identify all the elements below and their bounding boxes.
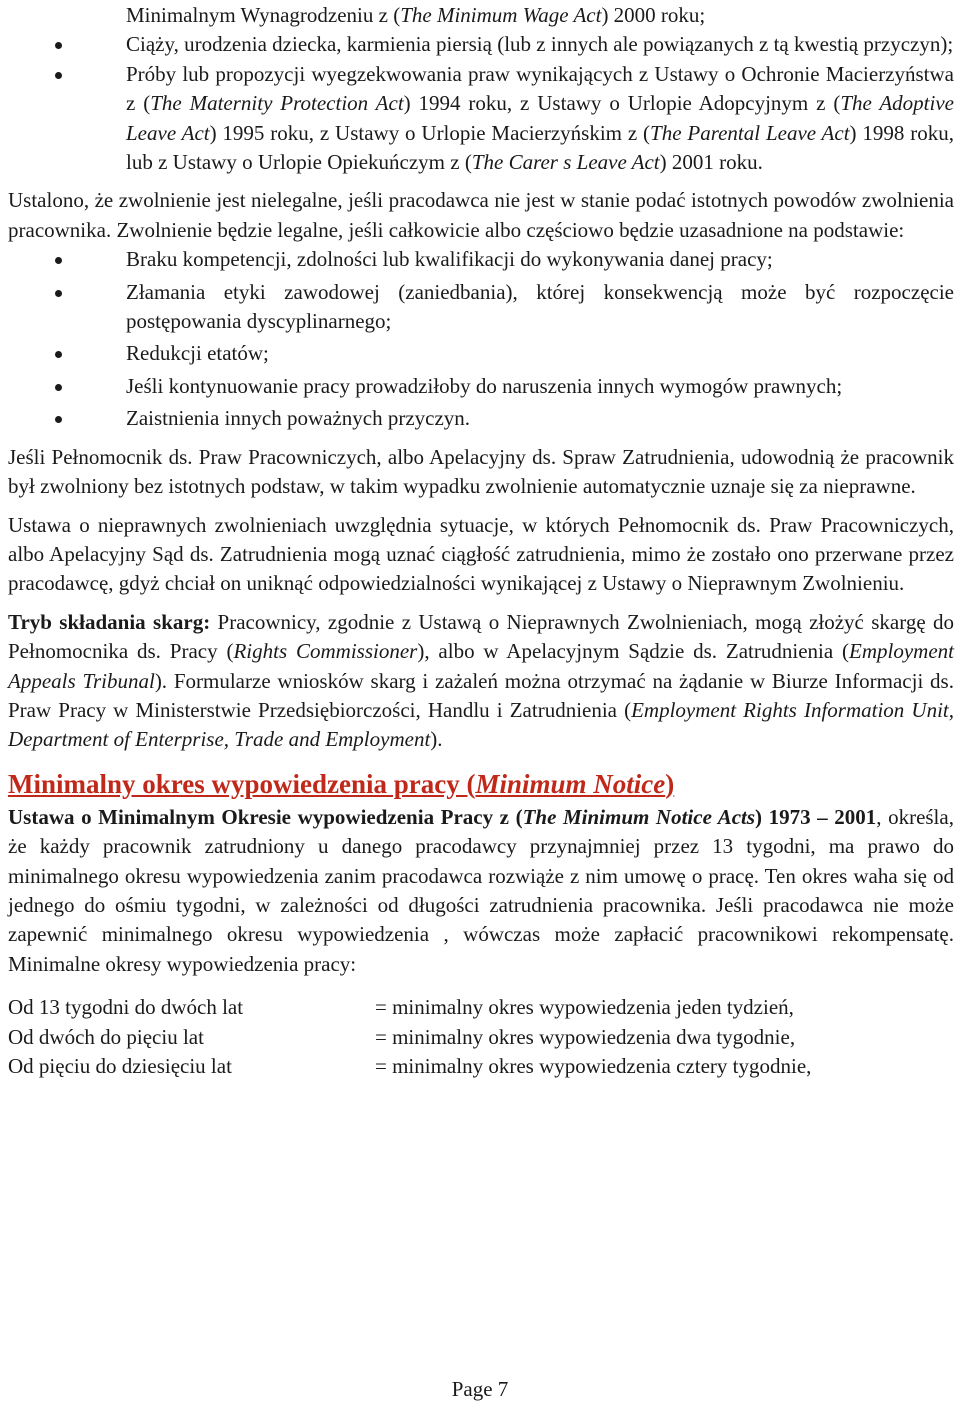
paragraph-unfair-dismissal: Ustalono, że zwolnienie jest nielegalne, jeśli pracodawca nie jest w stanie podać istotnych powodów zwolnienia pracownika. Zwolnienie będzie legalne, jeśli całkowicie albo częściowo będzie uzasadnione na podstawie: (8, 188, 954, 242)
heading-text: ) (665, 768, 675, 799)
protected-reasons-list (8, 30, 954, 177)
act-title: Ustawa o Minimalnym Okresie wypowiedzenia Pracy z ( (8, 804, 523, 829)
list-item (8, 30, 954, 59)
section-heading (8, 767, 954, 801)
english-term: Employment Rights Information Unit, Department of Enterprise, Trade and Employment (8, 697, 954, 752)
bullet-icon (55, 416, 62, 423)
text: ), albo w Apelacyjnym Sądzie ds. Zatrudnienia ( (417, 639, 850, 664)
text: ) 2000 roku; (601, 3, 706, 27)
service-range: Od dwóch do pięciu lat (8, 1024, 204, 1049)
bullet-icon (55, 257, 62, 264)
notice-periods-table (8, 993, 811, 1082)
dismissal-grounds-list (8, 245, 954, 433)
list-continuation (8, 1, 954, 30)
heading-text: Minimalny okres wypowiedzenia pracy ( (8, 768, 476, 799)
text: ) 1998 roku, lub z Ustawy o Urlopie Opiekuńczym z ( (126, 120, 954, 175)
bullet-icon (55, 351, 62, 358)
list-item-text: Ciąży, urodzenia dziecka, karmienia piersią (lub z innych ale powiązanych z tą kwestią przyczyn); (126, 32, 954, 57)
act-name: The Minimum Notice Acts (522, 804, 756, 829)
heading-italic: Minimum Notice (475, 768, 666, 799)
bullet-icon (55, 290, 62, 297)
text: ) 1995 roku, z Ustawy o Urlopie Macierzyńskim z ( (209, 120, 651, 145)
text: ) 2001 roku. (659, 150, 763, 175)
paragraph-continuity: Ustawa o nieprawnych zwolnieniach uwzględnia sytuacje, w których Pełnomocnik ds. Praw Pracowniczych, albo Apelacyjny Sąd ds. Zatrudnienia mogą uznać ciągłość zatrudnienia, mimo że zostało ono przerwane przez pracodawcę, gdyż chciał on uniknąć odpowiedzialności wynikającej z Ustawy o Nieprawnym Zwolnieniu. (8, 512, 954, 596)
act-name: The Carer s Leave Act (471, 150, 660, 175)
list-item (8, 372, 954, 401)
text: Próby lub propozycji wyegzekwowania praw wynikających z Ustawy o Ochronie Macierzyństwa z ( (126, 61, 954, 116)
table-row (8, 993, 811, 1023)
list-item (8, 60, 954, 178)
text: ) 1994 roku, z Ustawy o Urlopie Adopcyjnym z ( (403, 91, 841, 116)
table-row (8, 1023, 811, 1053)
bullet-icon (55, 72, 62, 79)
list-item (8, 245, 954, 274)
act-name: The Parental Leave Act (650, 120, 850, 145)
text: Minimalnym Wynagrodzeniu z ( (126, 3, 401, 27)
list-item (8, 278, 954, 337)
list-item-text: Złamania etyki zawodowej (zaniedbania), której konsekwencją może być rozpoczęcie postępowania dyscyplinarnego; (126, 279, 954, 334)
list-item (8, 404, 954, 433)
paragraph-complaints (8, 608, 954, 755)
notice-period: = minimalny okres wypowiedzenia cztery tygodnie, (375, 1054, 812, 1079)
act-years: ) 1973 – 2001 (755, 804, 877, 829)
list-item-text: Braku kompetencji, zdolności lub kwalifikacji do wykonywania danej pracy; (126, 247, 773, 272)
complaints-label: Tryb składania skarg: (8, 609, 211, 634)
act-name: The Maternity Protection Act (150, 91, 404, 116)
list-item-text: Redukcji etatów; (126, 341, 269, 366)
bullet-icon (55, 42, 62, 49)
bullet-icon (55, 384, 62, 391)
page-number: Page 7 (451, 1377, 509, 1401)
text: Pracownicy, zgodnie z Ustawą o Nieprawnych Zwolnieniach, mogą złożyć skargę do Pełnomocnika ds. Pracy ( (8, 609, 954, 664)
paragraph-minimum-notice (8, 803, 954, 979)
act-name: The Adoptive Leave Act (126, 91, 954, 145)
notice-period: = minimalny okres wypowiedzenia dwa tygodnie, (375, 1024, 796, 1049)
table-row (8, 1052, 811, 1082)
text: ). Formularze wniosków skarg i zażaleń można otrzymać na żądanie w Biurze Informacji ds. Praw Pracy w Ministerstwie Przedsiębiorczości, Handlu i Zatrudnienia ( (8, 668, 954, 722)
service-range: Od 13 tygodni do dwóch lat (8, 995, 244, 1020)
text: ). (430, 727, 443, 752)
text: , określa, że każdy pracownik zatrudniony u danego pracodawcy przynajmniej przez 13 tygodni, ma prawo do minimalnego okresu wypowiedzenia zanim pracodawca rozwiąże z nim umowę o pracę. Ten okres waha się od jednego do ośmiu tygodni, w zależności od długości zatrudnienia pracownika. Jeśli pracodawca nie może zapewnić minimalnego okresu wypowiedzenia , wówczas może zapłacić pracownikowi rekompensatę. Minimalne okresy wypowiedzenia pracy: (8, 804, 954, 976)
act-name: The Minimum Wage Act (400, 3, 602, 27)
document-page (8, 0, 954, 1082)
list-item-text: Zaistnienia innych poważnych przyczyn. (126, 406, 471, 431)
paragraph-commissioner: Jeśli Pełnomocnik ds. Praw Pracowniczych, albo Apelacyjny ds. Spraw Zatrudnienia, udowodnią że pracownik był zwolniony bez istotnych podstaw, w takim wypadku zwolnienie automatycznie uznaje się za nieprawne. (8, 444, 954, 499)
list-item-text: Jeśli kontynuowanie pracy prowadziłoby do naruszenia innych wymogów prawnych; (126, 373, 843, 398)
english-term: Employment Appeals Tribunal (8, 639, 955, 693)
notice-period: = minimalny okres wypowiedzenia jeden tydzień, (375, 995, 794, 1020)
service-range: Od pięciu do dziesięciu lat (8, 1054, 232, 1079)
english-term: Rights Commissioner (233, 639, 418, 664)
list-item (8, 339, 954, 368)
